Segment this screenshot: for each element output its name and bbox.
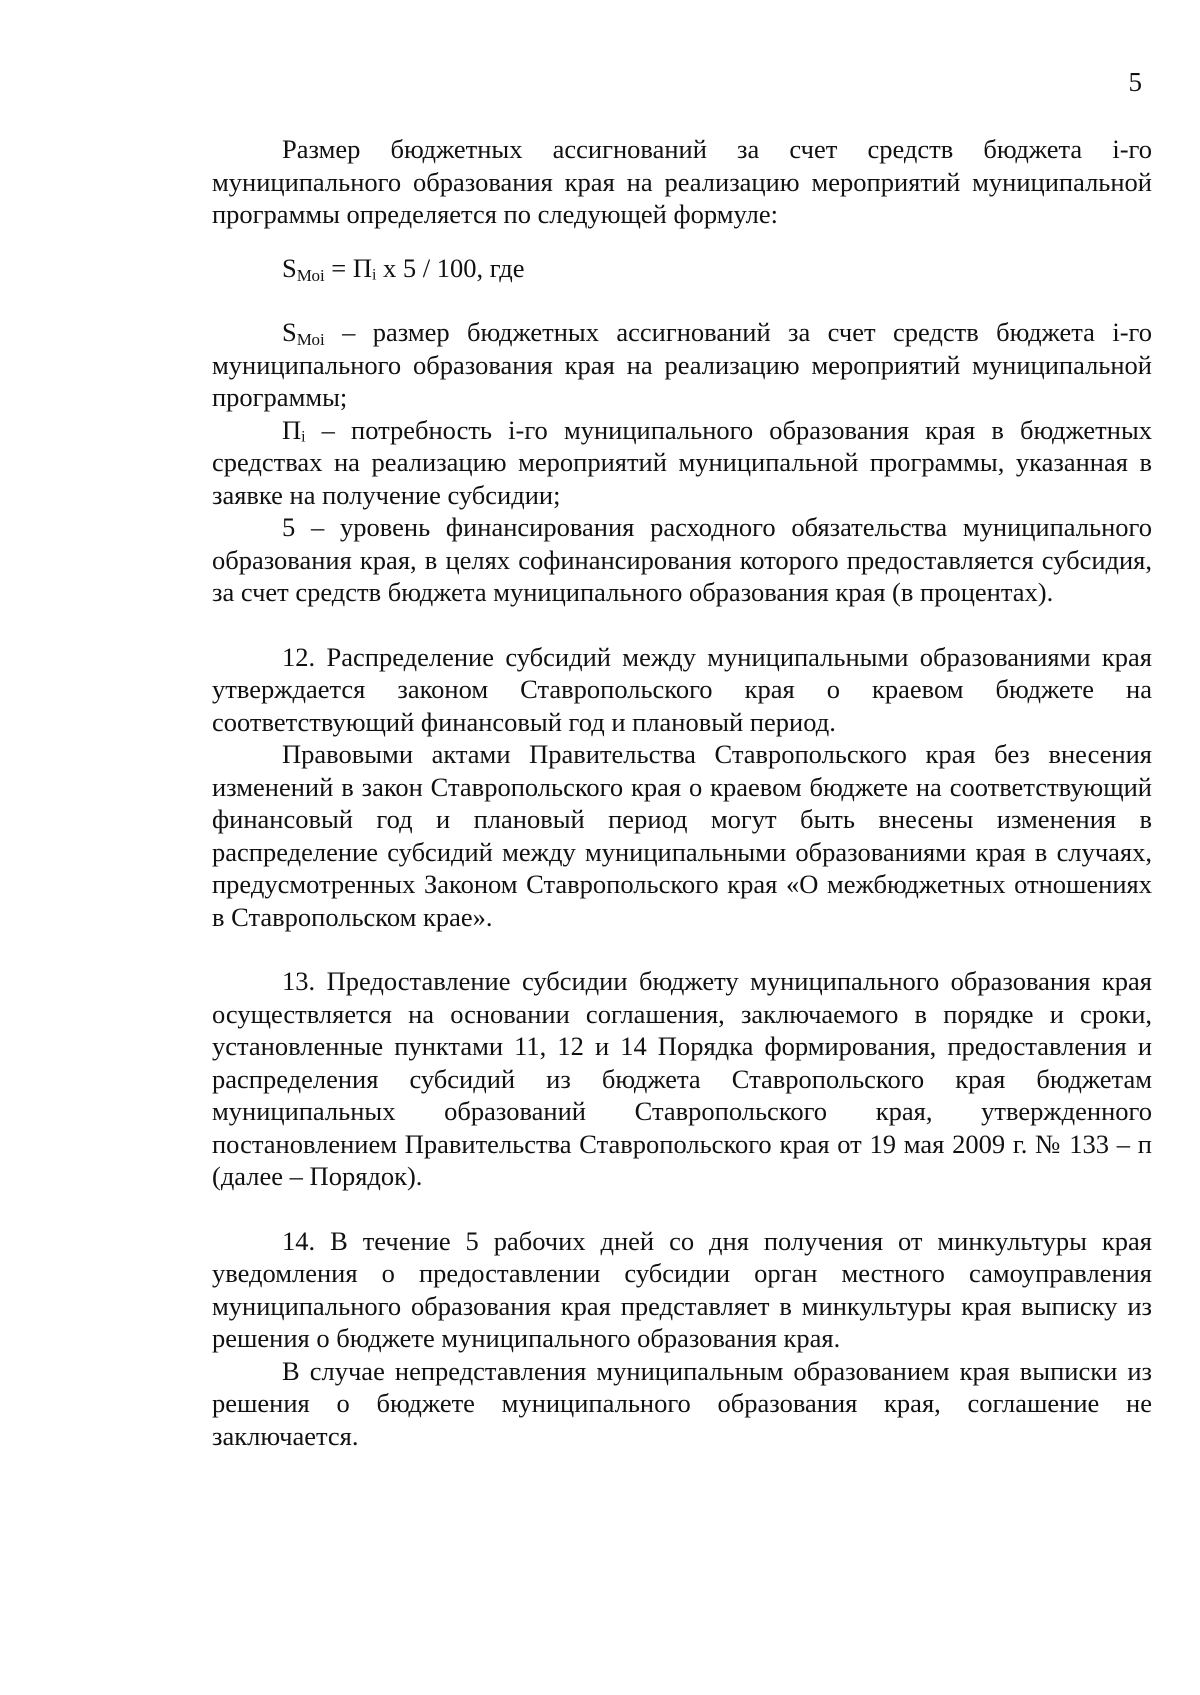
- formula-symbol: S: [282, 252, 297, 283]
- formula: [212, 252, 1152, 285]
- definition-p: Пᵢ – потребность i-го муниципального образования края в бюджетных средствах на реализацию мероприятий муниципальной программы, указанная в заявке на получение субсидии;: [212, 414, 1152, 510]
- formula-symbol-subscript: Моi: [296, 265, 325, 285]
- definition-s-subscript: Моi: [296, 330, 325, 349]
- formula-text: = Пᵢ х 5 / 100, где: [331, 252, 525, 283]
- definition-s-text: – размер бюджетных ассигнований за счет средств бюджета i-го муниципального образования края на реализацию мероприятий муниципальной программы;: [212, 317, 1152, 412]
- paragraph-12: 12. Распределение субсидий между муниципальными образованиями края утверждается законом Ставропольского края о краевом бюджете на соответствующий финансовый год и плановый период.: [212, 641, 1152, 737]
- page-number: 5: [1128, 67, 1142, 97]
- definition-s-symbol: S: [282, 317, 297, 347]
- paragraph-14-continued: В случае непредставления муниципальным образованием края выписки из решения о бюджете муниципального образования края, соглашение не заключается.: [212, 1355, 1152, 1451]
- document-body: [212, 133, 1152, 1452]
- paragraph-14: 14. В течение 5 рабочих дней со дня получения от минкультуры края уведомления о предоставлении субсидии орган местного самоуправления муниципального образования края представляет в минкультуры края выписку из решения о бюджете муниципального образования края.: [212, 1225, 1152, 1353]
- definition-five: 5 – уровень финансирования расходного обязательства муниципального образования края, в целях софинансирования которого предоставляется субсидия, за счет средств бюджета муниципального образования края (в процентах).: [212, 512, 1152, 607]
- definition-s: [212, 316, 1152, 414]
- intro-paragraph: Размер бюджетных ассигнований за счет средств бюджета i-го муниципального образования края на реализацию мероприятий муниципальной программы определяется по следующей формуле:: [212, 134, 1152, 229]
- paragraph-12-continued: Правовыми актами Правительства Ставропольского края без внесения изменений в закон Ставропольского края о краевом бюджете на соответствующий финансовый год и плановый период могут быть внесены изменения в распределение субсидий между муниципальными образованиями края в случаях, предусмотренных Законом Ставропольского края «О межбюджетных отношениях в Ставропольском крае».: [212, 739, 1152, 932]
- paragraph-13: 13. Предоставление субсидии бюджету муниципального образования края осуществляется на основании соглашения, заключаемого в порядке и сроки, установленные пунктами 11, 12 и 14 Порядка формирования, предоставления и распределения субсидий из бюджета Ставропольского края бюджетам муниципальных образований Ставропольского края, утвержденного постановлением Правительства Ставропольского края от 19 мая 2009 г. № 133 – п (далее – Порядок).: [212, 966, 1152, 1191]
